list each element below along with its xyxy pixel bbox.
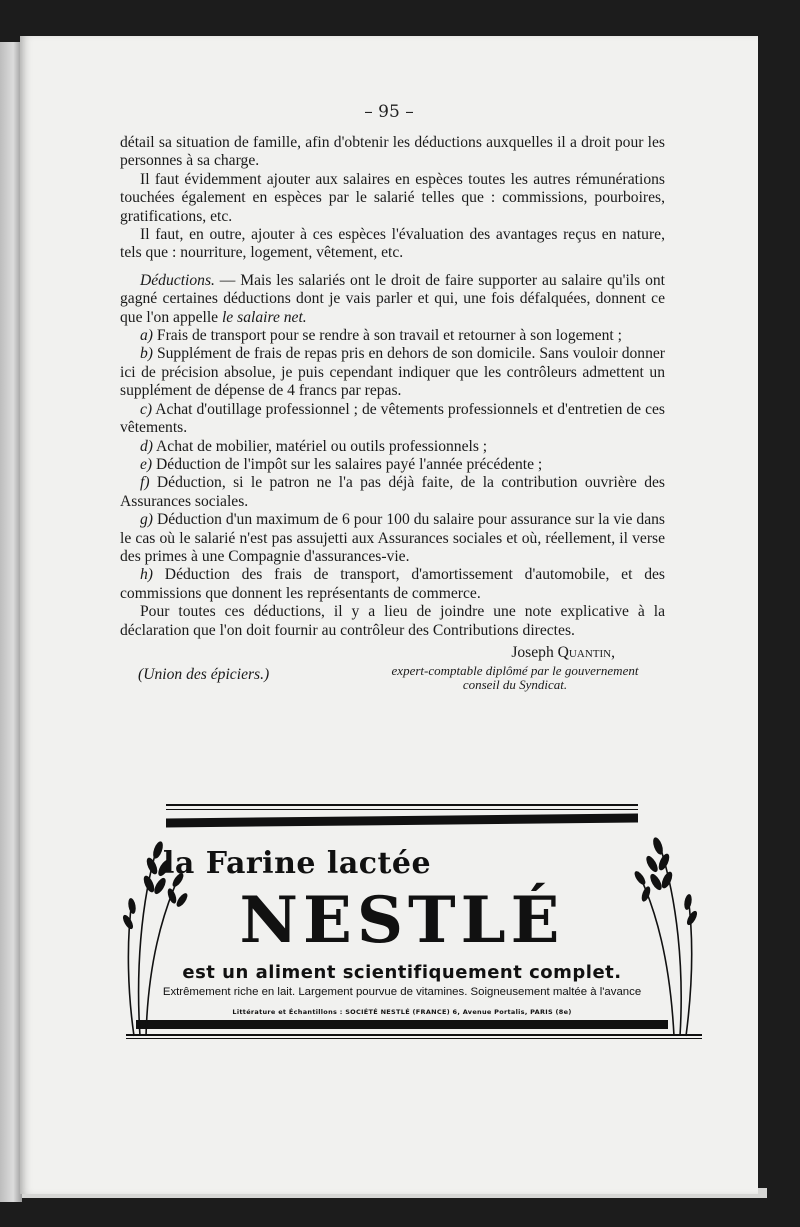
source-credit: (Union des épiciers.)	[138, 666, 270, 684]
paragraph: Il faut, en outre, ajouter à ces espèces l'évaluation des avantages reçus en nature, tels que : nourriture, logement, vêtement, etc.	[120, 226, 665, 262]
list-item: d) Achat de mobilier, matériel ou outils professionnels ;	[140, 437, 488, 455]
article-body	[120, 134, 665, 704]
list-item: e) Déduction de l'impôt sur les salaires payé l'année précédente ;	[140, 455, 543, 473]
ad-rule	[126, 1038, 702, 1039]
ad-rule	[166, 814, 638, 828]
list-item: b) Supplément de frais de repas pris en dehors de son domicile. Sans vouloir donner ici de précision absolue, je puis cependant indiquer que les contrôleurs admettent un supplément de dépense de 4 francs par repas.	[120, 345, 665, 400]
closing-paragraph: Pour toutes ces déductions, il y a lieu de joindre une note explicative à la déclaration que l'on doit fournir au contrôleur des Contributions directes.	[120, 603, 665, 639]
previous-page-edge	[0, 42, 22, 1202]
list-item: c) Achat d'outillage professionnel ; de vêtements professionnels et d'entretien de ces vêtements.	[120, 400, 665, 437]
nestle-advertisement	[108, 764, 696, 1038]
ad-address: Littérature et Échantillons : SOCIÉTÉ NESTLÉ (FRANCE) 6, Avenue Portalis, PARIS (8e)	[232, 1008, 572, 1016]
book-page	[20, 36, 758, 1194]
list-item: f) Déduction, si le patron ne l'a pas déjà faite, de la contribution ouvrière des Assurances sociales.	[120, 474, 665, 510]
paragraph: détail sa situation de famille, afin d'obtenir les déductions auxquelles il a droit pour les personnes à sa charge.	[120, 134, 665, 170]
ad-claim: est un aliment scientifiquement complet.	[182, 962, 622, 983]
ad-rule	[136, 1020, 668, 1029]
ad-brand-name: NESTLÉ	[239, 883, 565, 958]
section-title: Déductions.	[140, 271, 215, 289]
ad-rule	[126, 1034, 702, 1036]
page-number: – 95 –	[364, 102, 414, 122]
paragraph: Il faut évidemment ajouter aux salaires en espèces toutes les autres rémunérations touchées également en espèces par le salarié telles que : commissions, pourboires, gratifications, etc.	[120, 170, 665, 225]
ad-rule	[166, 809, 638, 810]
list-item: h) Déduction des frais de transport, d'amortissement d'automobile, et des commissions que donnent les représentants de commerce.	[120, 566, 665, 602]
signature-block	[120, 664, 665, 704]
author-credentials: expert-comptable diplômé par le gouvernement conseil du Syndicat.	[391, 663, 639, 693]
ad-product-line: la Farine lactée	[163, 846, 432, 881]
list-item: g) Déduction d'un maximum de 6 pour 100 du salaire pour assurance sur la vie dans le cas où le salarié n'est pas assujetti aux Assurances sociales et où, réellement, il verse des primes à une Compagnie d'assurances-vie.	[120, 511, 665, 565]
ad-details: Extrêmement riche en lait. Largement pourvue de vitamines. Soigneusement maltée à l'avance	[162, 986, 642, 998]
deductions-paragraph: Déductions. — Mais les salariés ont le droit de faire supporter au salaire qu'ils ont gagné certaines déductions dont je vais parler et qui, une fois défalquées, donnent ce que l'on appelle le salaire net.	[120, 271, 665, 326]
list-item: a) Frais de transport pour se rendre à son travail et retourner à son logement ;	[140, 327, 622, 345]
author-name: Joseph Quantin,	[511, 643, 615, 661]
ad-rule	[166, 804, 638, 806]
